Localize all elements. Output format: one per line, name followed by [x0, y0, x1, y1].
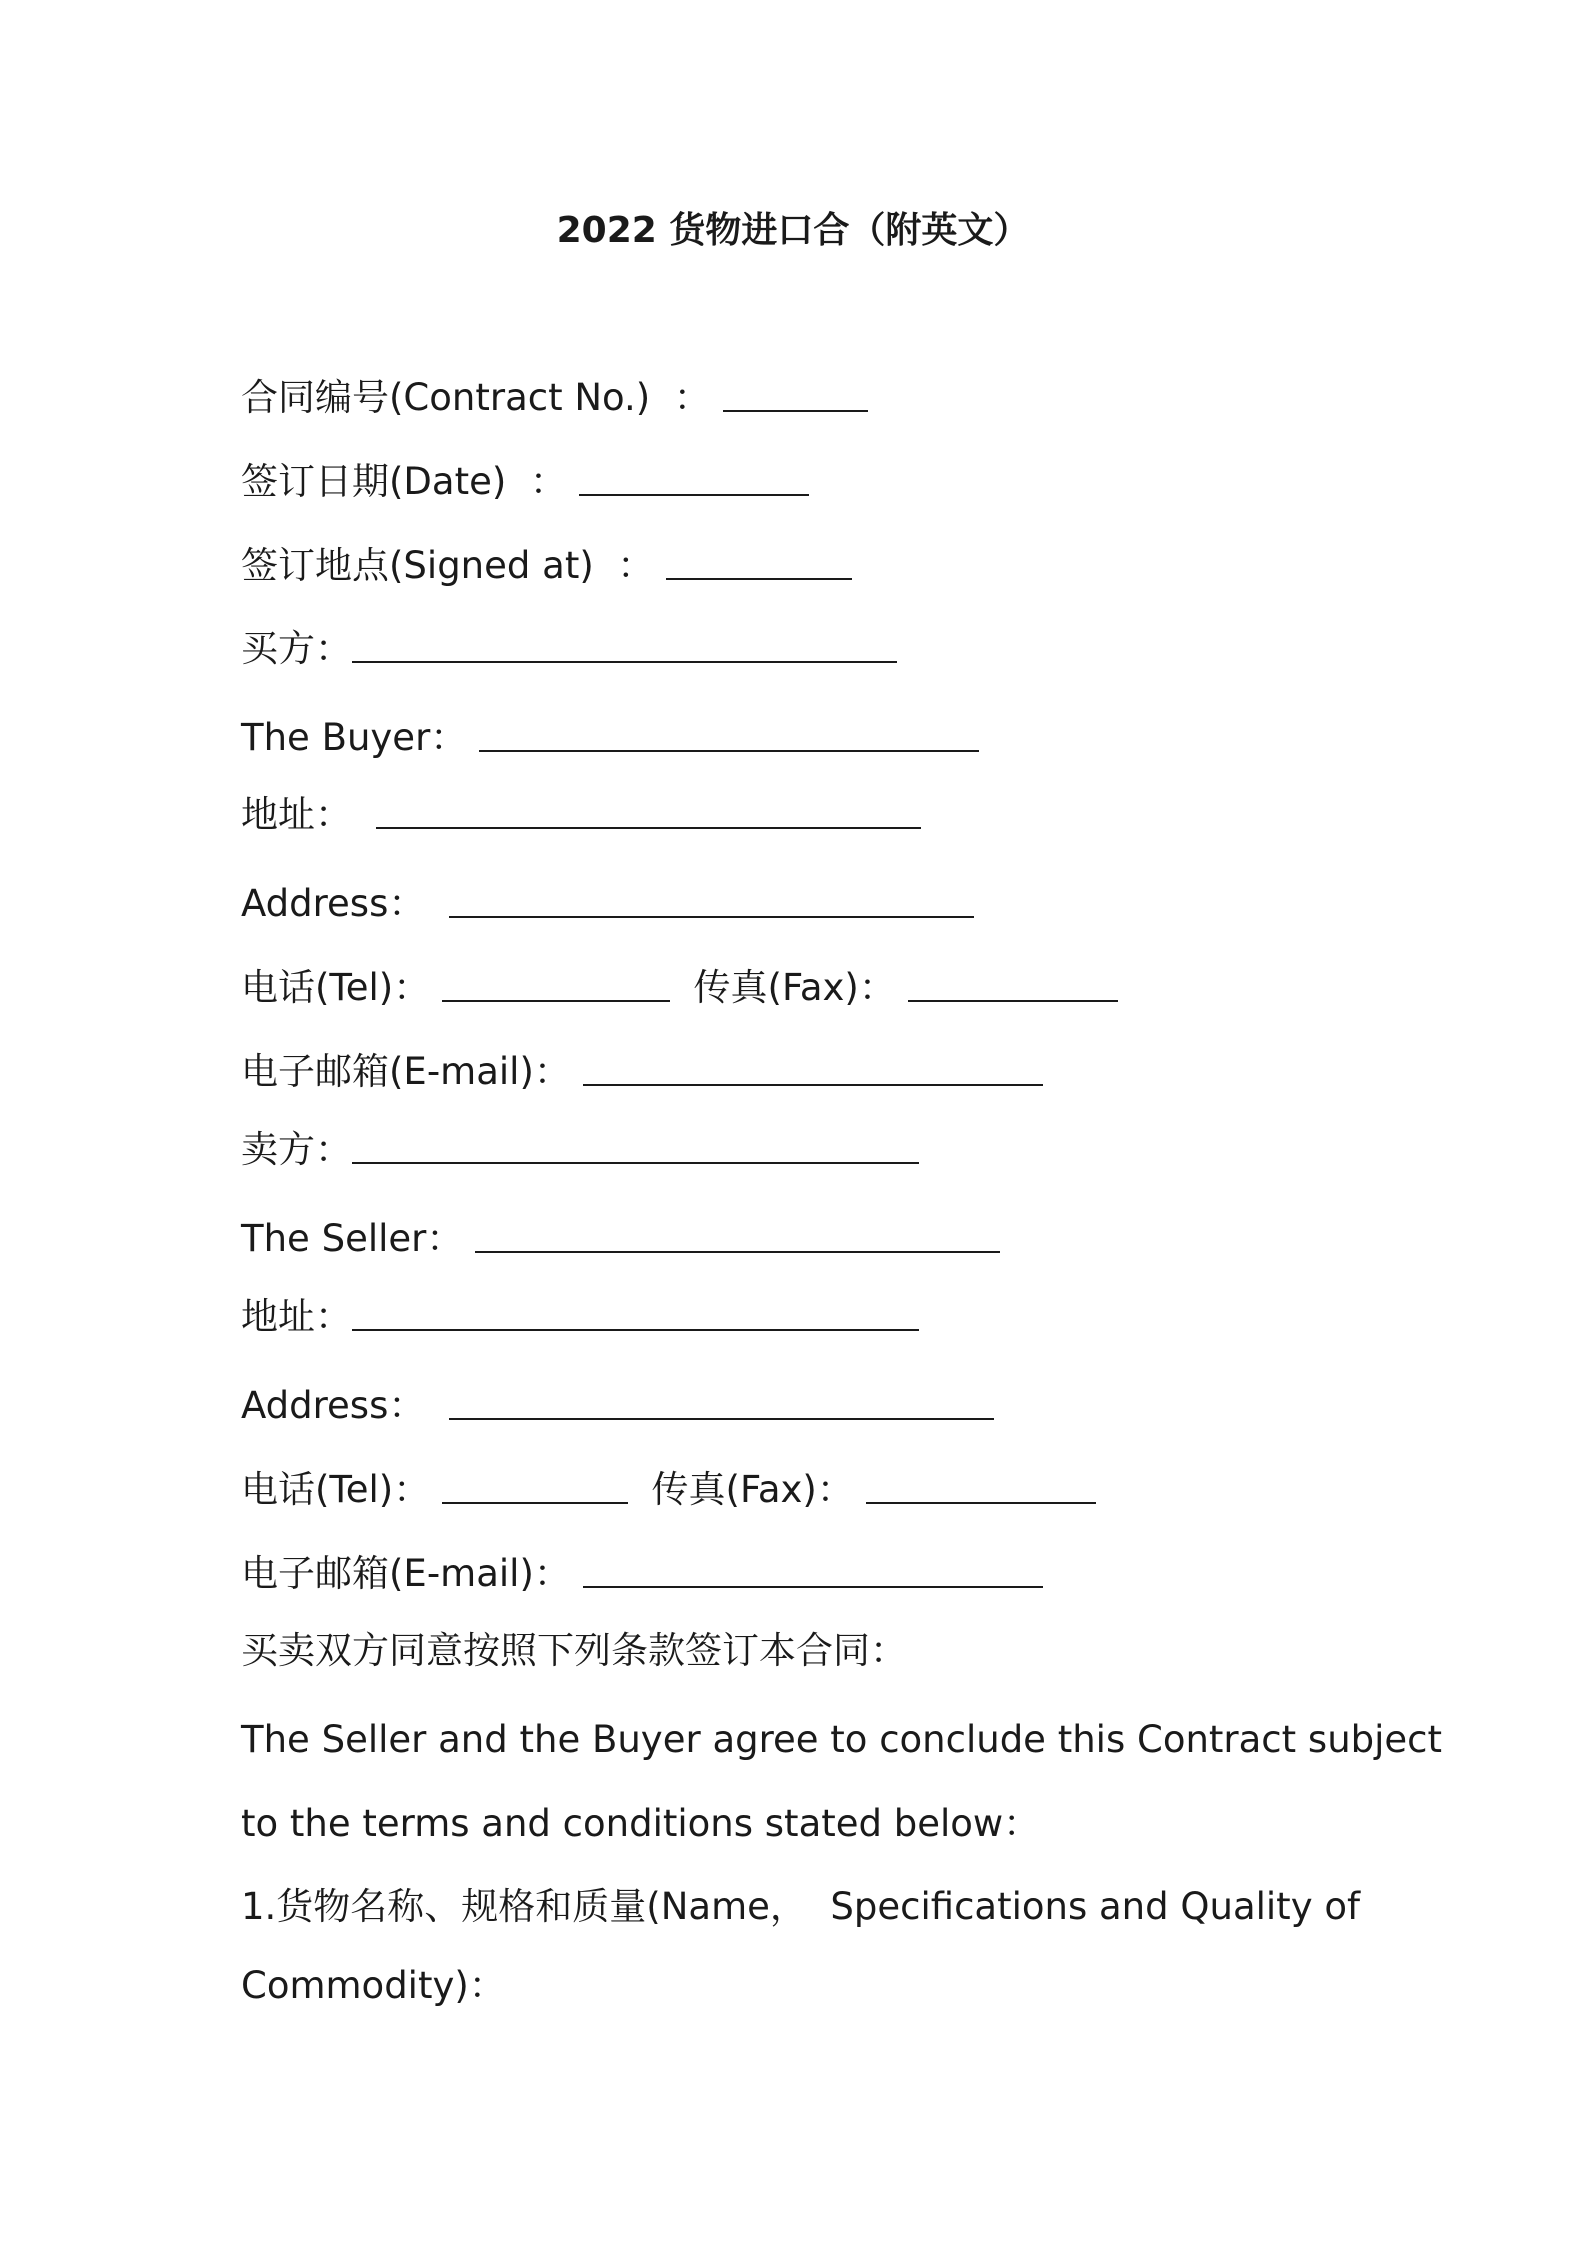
buyer-en-label: The Buyer：: [241, 716, 468, 759]
buyer-email-blank[interactable]: [583, 1052, 1043, 1086]
seller-addr-cn-row: [241, 1295, 919, 1338]
document-title: 2022 货物进口合（附英文）: [556, 210, 1030, 251]
seller-fax-blank[interactable]: [866, 1470, 1096, 1504]
signed-at-label: 签订地点(Signed at) ：: [241, 544, 655, 587]
buyer-addr-en-blank[interactable]: [449, 884, 974, 918]
agreement-en-line-2: to the terms and conditions stated below：: [241, 1802, 1041, 1845]
seller-cn-row: [241, 1128, 919, 1171]
contract-no-label: 合同编号(Contract No.) ：: [241, 376, 711, 419]
buyer-cn-label: 买方：: [241, 627, 352, 670]
buyer-en-blank[interactable]: [479, 718, 979, 752]
seller-email-label: 电子邮箱(E-mail)：: [241, 1552, 571, 1595]
seller-cn-label: 卖方：: [241, 1128, 352, 1171]
seller-addr-en-blank[interactable]: [449, 1386, 994, 1420]
buyer-addr-cn-label: 地址：: [241, 793, 352, 836]
seller-email-row: [241, 1552, 1043, 1595]
buyer-addr-cn-row: [241, 793, 921, 836]
buyer-addr-en-label: Address：: [241, 882, 426, 925]
buyer-tel-blank[interactable]: [442, 968, 670, 1002]
agreement-cn: 买卖双方同意按照下列条款签订本合同：: [241, 1629, 907, 1672]
agreement-en-line-1: The Seller and the Buyer agree to conclude this Contract subject: [241, 1718, 1443, 1761]
signed-at-blank[interactable]: [666, 546, 852, 580]
seller-addr-en-row: [241, 1384, 994, 1427]
buyer-email-label: 电子邮箱(E-mail)：: [241, 1050, 571, 1093]
seller-email-blank[interactable]: [583, 1554, 1043, 1588]
seller-en-blank[interactable]: [475, 1219, 1000, 1253]
date-row: [241, 460, 809, 503]
date-blank[interactable]: [579, 462, 809, 496]
seller-tel-blank[interactable]: [442, 1470, 628, 1504]
seller-fax-label: 传真(Fax)：: [651, 1468, 854, 1511]
buyer-cn-row: [241, 627, 897, 670]
signed-at-row: [241, 544, 852, 587]
buyer-tel-fax-row: [241, 966, 1118, 1009]
buyer-cn-blank[interactable]: [352, 629, 897, 663]
seller-en-row: [241, 1217, 1000, 1260]
seller-addr-en-label: Address：: [241, 1384, 426, 1427]
buyer-tel-label: 电话(Tel)：: [241, 966, 431, 1009]
buyer-addr-en-row: [241, 882, 974, 925]
clause1-line-1: 1.货物名称、规格和质量(Name， Specifications and Quality of: [241, 1885, 1361, 1928]
buyer-fax-blank[interactable]: [908, 968, 1118, 1002]
seller-addr-cn-label: 地址：: [241, 1295, 352, 1338]
seller-cn-blank[interactable]: [352, 1130, 919, 1164]
buyer-email-row: [241, 1050, 1043, 1093]
buyer-fax-label: 传真(Fax)：: [693, 966, 896, 1009]
clause1-line-2: Commodity)：: [241, 1964, 506, 2007]
seller-tel-label: 电话(Tel)：: [241, 1468, 431, 1511]
contract-no-row: [241, 376, 868, 419]
seller-tel-fax-row: [241, 1468, 1096, 1511]
seller-en-label: The Seller：: [241, 1217, 464, 1260]
buyer-addr-cn-blank[interactable]: [376, 795, 921, 829]
date-label: 签订日期(Date) ：: [241, 460, 567, 503]
contract-no-blank[interactable]: [723, 378, 868, 412]
seller-addr-cn-blank[interactable]: [352, 1297, 919, 1331]
buyer-en-row: [241, 716, 979, 759]
